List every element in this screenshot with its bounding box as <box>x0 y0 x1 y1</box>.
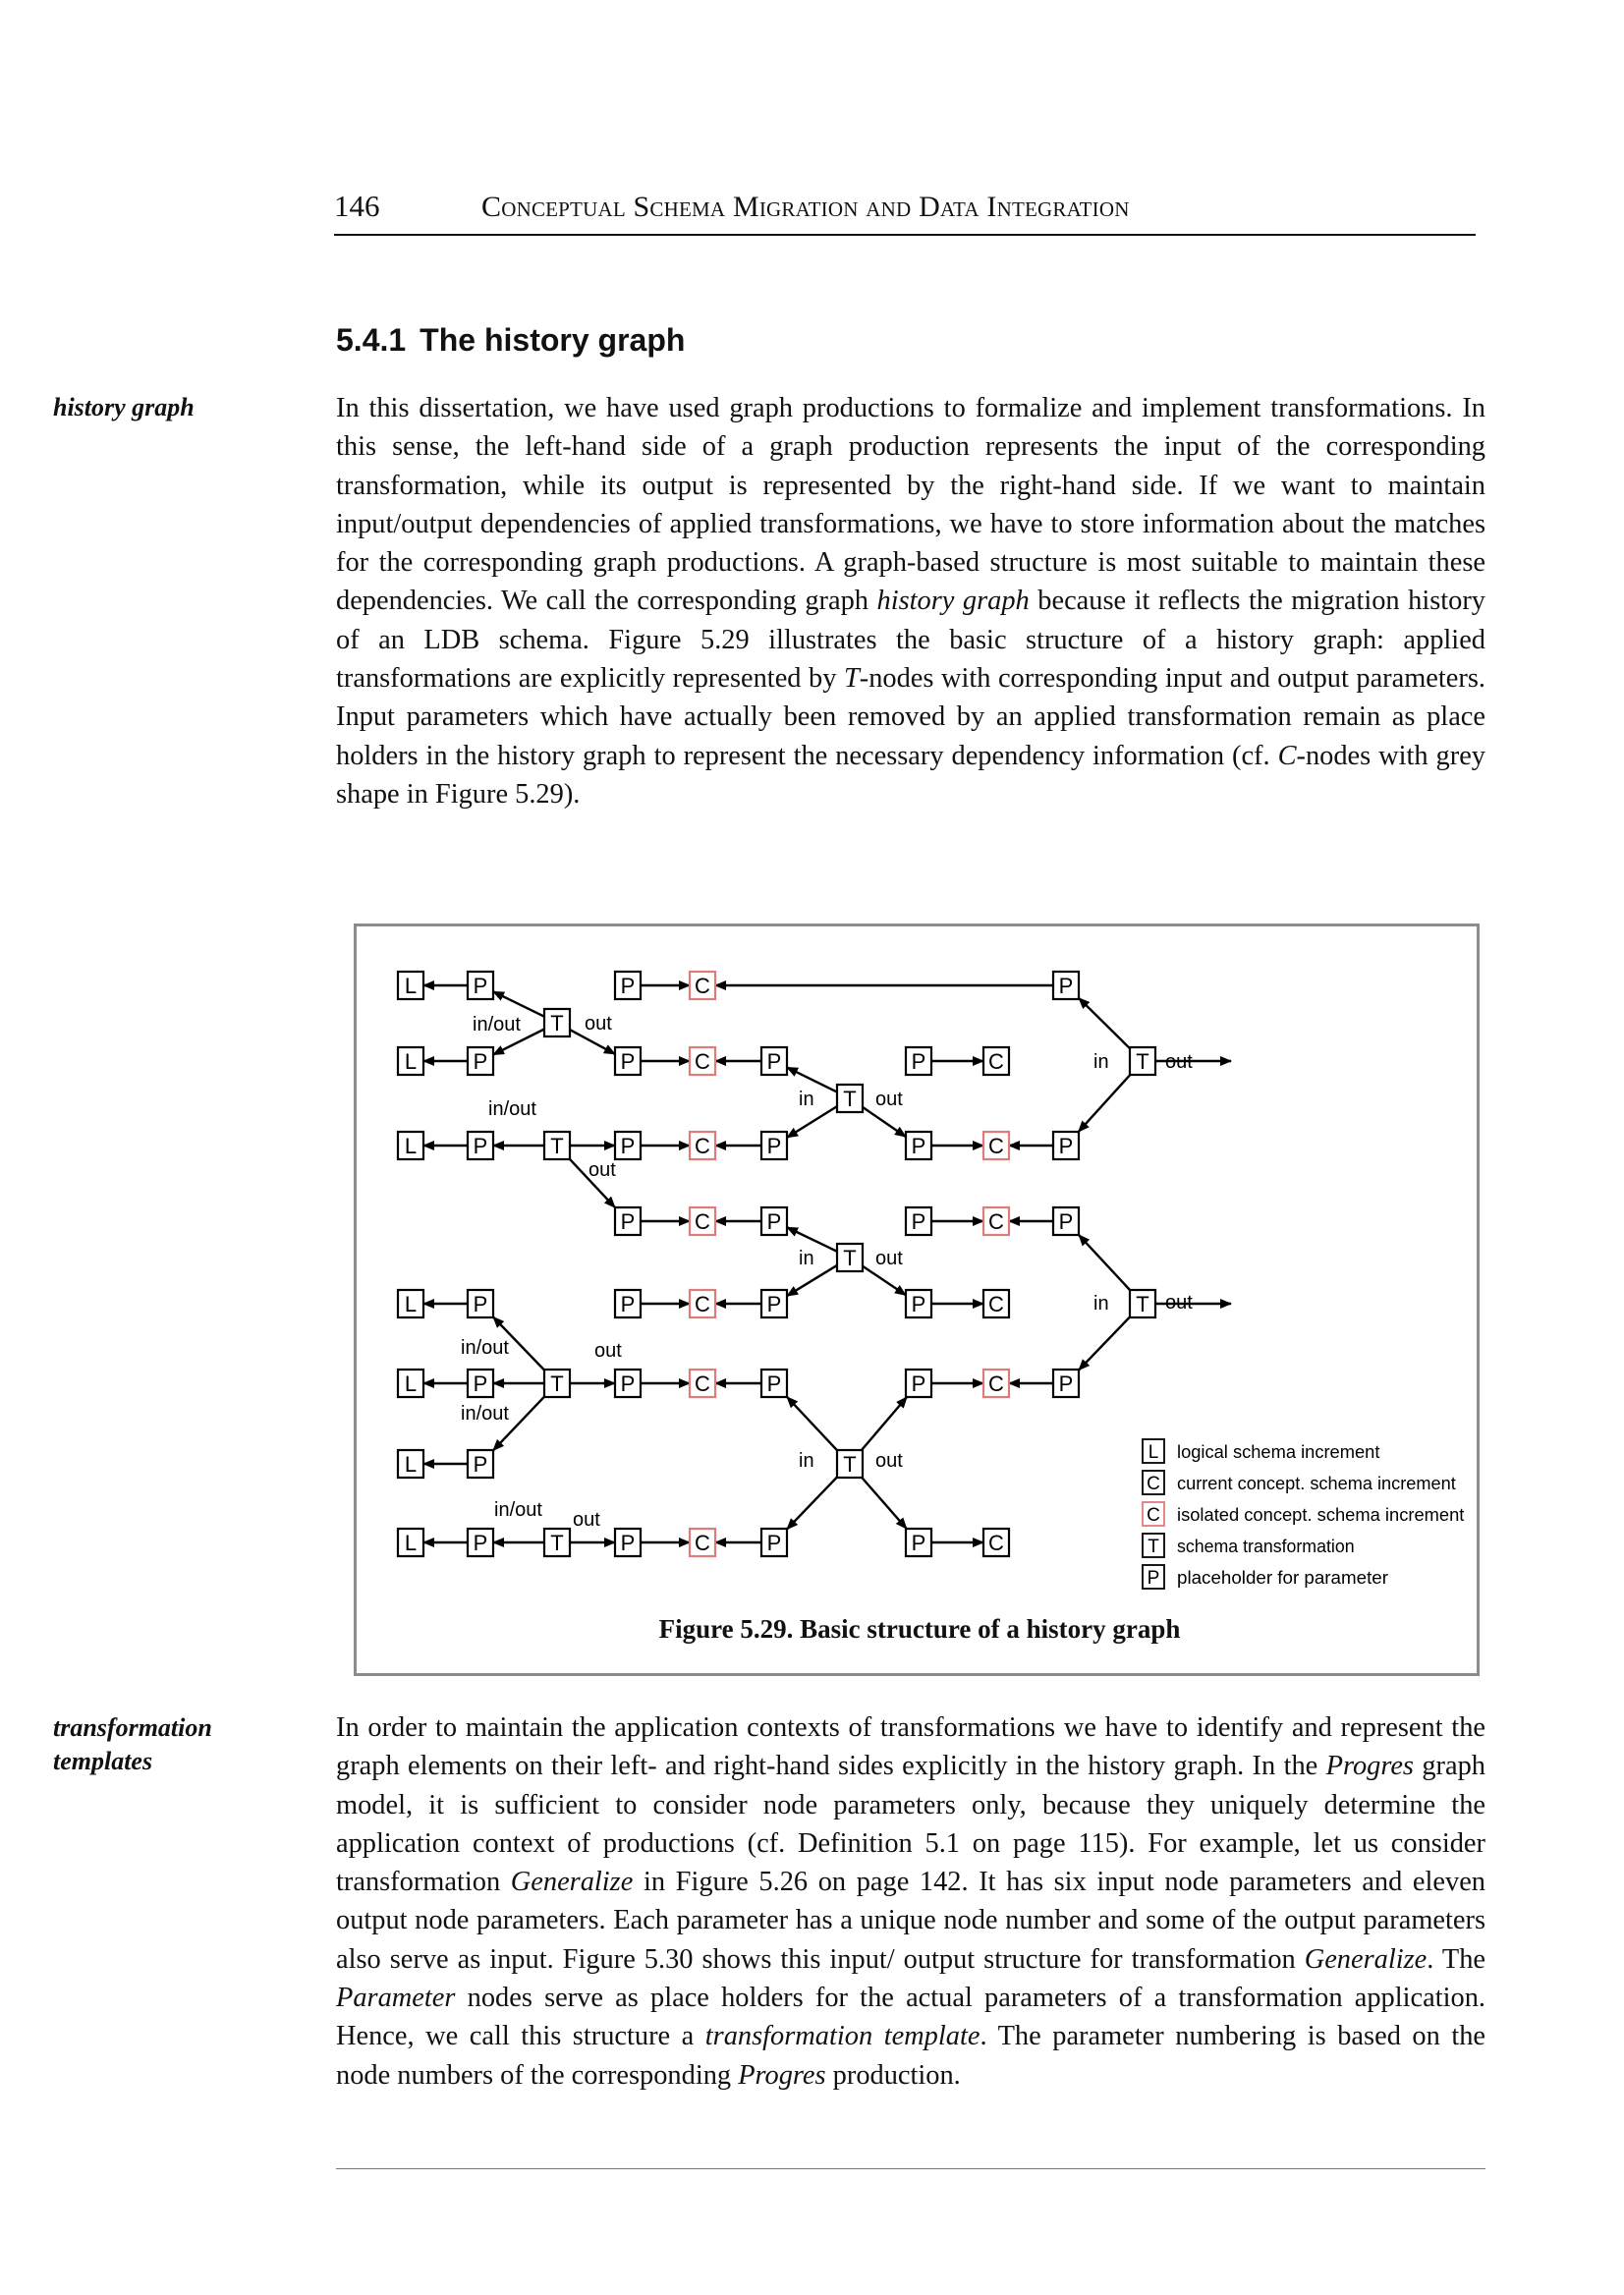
p-node <box>906 1047 931 1075</box>
section-title: The history graph <box>420 322 686 358</box>
p-node <box>468 1047 493 1075</box>
svg-text:P: P <box>766 1134 782 1158</box>
svg-text:isolated concept. schema incre: isolated concept. schema increment <box>1177 1504 1465 1525</box>
edge-arrow <box>863 1266 906 1296</box>
edge-arrow <box>862 1478 907 1529</box>
p-node <box>761 1207 787 1235</box>
svg-text:C: C <box>988 1531 1004 1555</box>
legend-item <box>1143 1534 1355 1557</box>
t-node <box>837 1085 863 1112</box>
edge-label-out: out <box>594 1340 622 1362</box>
svg-text:P: P <box>766 1209 782 1234</box>
svg-text:P: P <box>766 1292 782 1316</box>
p-node <box>906 1132 931 1159</box>
svg-text:P: P <box>911 1049 926 1074</box>
svg-text:C: C <box>695 1292 710 1316</box>
edge-label-in: in <box>799 1248 814 1269</box>
isolated-c-node <box>690 972 715 999</box>
svg-text:P: P <box>1058 1134 1074 1158</box>
svg-text:P: P <box>473 1292 488 1316</box>
svg-text:T: T <box>1136 1292 1149 1316</box>
p-node <box>1053 972 1079 999</box>
svg-text:P: P <box>620 1292 636 1316</box>
svg-text:P: P <box>911 1371 926 1396</box>
edge-label-in-out: in/out <box>461 1403 509 1425</box>
paragraph-history-graph: In this dissertation, we have used graph productions to formalize and implement transformations. In this sense, the left-hand side of a graph production represents the input of the corresponding transformation, while its output is represented by the right-hand side. If we want to maintain input/output dependencies of applied transformations, we have to store information about the matches for the corresponding graph productions. A graph-based structure is most suitable to maintain these dependencies. We call the corresponding graph history graph because it reflects the migration history of an LDB schema. Figure 5.29 illustrates the basic structure of a history graph: applied transformations are explicitly represented by T-nodes with corresponding input and output parameters. Input parameters which have actually been removed by an applied transformation remain as place holders in the history graph to represent the necessary dependency information (cf. C-nodes with grey shape in Figure 5.29). <box>336 393 1486 810</box>
p-node <box>906 1207 931 1235</box>
svg-text:P: P <box>911 1209 926 1234</box>
svg-text:C: C <box>695 1531 710 1555</box>
p-node <box>761 1290 787 1317</box>
edge-arrow <box>862 1397 907 1450</box>
svg-text:C: C <box>695 1049 710 1074</box>
edge-arrow <box>787 1265 837 1296</box>
svg-text:P: P <box>620 1049 636 1074</box>
edge-label-in-out: in/out <box>494 1499 542 1521</box>
edge-label-out: out <box>875 1450 903 1472</box>
legend-item <box>1143 1439 1379 1463</box>
svg-text:L: L <box>404 1134 418 1158</box>
edge-arrow <box>493 991 544 1016</box>
p-node <box>468 1370 493 1397</box>
p-node <box>1053 1370 1079 1397</box>
t-node <box>1130 1290 1155 1317</box>
t-node <box>544 1529 570 1556</box>
p-node <box>615 1529 641 1556</box>
history-graph-diagram <box>357 926 1483 1679</box>
figure-caption: Figure 5.29. Basic structure of a history graph <box>658 1614 1181 1644</box>
edge-label-in: in <box>1093 1293 1109 1315</box>
p-node <box>615 1207 641 1235</box>
svg-text:L: L <box>404 1452 418 1477</box>
l-node <box>398 1370 423 1397</box>
svg-text:L: L <box>1148 1442 1159 1463</box>
svg-text:P: P <box>911 1292 926 1316</box>
edge-label-in-out: in/out <box>461 1337 509 1359</box>
svg-text:placeholder for parameter: placeholder for parameter <box>1177 1567 1388 1588</box>
p-node <box>615 1290 641 1317</box>
svg-text:T: T <box>550 1531 564 1555</box>
p-node <box>761 1132 787 1159</box>
header-rule <box>334 234 1476 236</box>
p-node <box>1053 1207 1079 1235</box>
svg-text:schema transformation: schema transformation <box>1177 1536 1355 1556</box>
svg-text:P: P <box>473 1531 488 1555</box>
l-node <box>398 1132 423 1159</box>
svg-text:P: P <box>620 1134 636 1158</box>
edge-arrow <box>787 1478 837 1530</box>
l-node <box>398 1290 423 1317</box>
margin-note-history-graph: history graph <box>53 393 195 421</box>
c-node <box>983 1529 1009 1556</box>
svg-text:T: T <box>1148 1537 1159 1557</box>
svg-text:C: C <box>695 1209 710 1234</box>
isolated-c-node <box>690 1529 715 1556</box>
running-title: Conceptual Schema Migration and Data Integration <box>481 191 1130 223</box>
edge-arrow <box>787 1397 837 1450</box>
p-node <box>615 972 641 999</box>
edge-label-out: out <box>588 1159 616 1181</box>
svg-text:T: T <box>843 1246 857 1270</box>
edge-arrow <box>1079 998 1130 1048</box>
svg-text:L: L <box>404 1049 418 1074</box>
margin-note-transformation-templates: transformation templates <box>53 1713 212 1775</box>
t-node <box>544 1370 570 1397</box>
edge-label-out: out <box>585 1013 612 1035</box>
isolated-c-node <box>983 1370 1009 1397</box>
svg-text:current concept. schema increm: current concept. schema increment <box>1177 1473 1456 1493</box>
svg-text:P: P <box>1058 974 1074 998</box>
p-node <box>468 1450 493 1478</box>
legend-item <box>1143 1471 1456 1494</box>
t-node <box>544 1132 570 1159</box>
svg-text:T: T <box>843 1452 857 1477</box>
edge-arrow <box>787 1106 837 1138</box>
edge-label-in: in <box>799 1450 814 1472</box>
svg-text:P: P <box>473 1134 488 1158</box>
page-number: 146 <box>334 189 380 223</box>
edge-label-out: out <box>875 1089 903 1110</box>
svg-text:T: T <box>550 1011 564 1036</box>
paragraph-transformation-templates: In order to maintain the application contexts of transformations we have to identify and represent the graph elements on their left- and right-hand sides explicitly in the history graph. In the Progres graph model, it is sufficient to consider node parameters only, because they uniquely determine the application context of productions (cf. Definition 5.1 on page 115). For example, let us consider transformation Generalize in Figure 5.26 on page 142. It has six input node parameters and eleven output node parameters. Each parameter has a unique node number and some of the output parameters also serve as input. Figure 5.30 shows this input/ output structure for transformation Generalize. The Parameter nodes serve as place holders for the actual parameters of a transformation application. Hence, we call this structure a transformation template. The parameter numbering is based on the node numbers of the corresponding Progres production. <box>336 1712 1486 2091</box>
svg-text:logical schema increment: logical schema increment <box>1177 1441 1380 1462</box>
legend-item <box>1143 1565 1388 1589</box>
figure-5-29 <box>354 924 1480 1676</box>
isolated-c-node <box>690 1370 715 1397</box>
l-node <box>398 1450 423 1478</box>
edge-label-out: out <box>1165 1292 1193 1314</box>
svg-text:P: P <box>911 1134 926 1158</box>
svg-text:P: P <box>1147 1568 1160 1589</box>
svg-text:P: P <box>473 974 488 998</box>
isolated-c-node <box>690 1047 715 1075</box>
svg-text:P: P <box>620 974 636 998</box>
svg-text:C: C <box>695 1371 710 1396</box>
p-node <box>468 1290 493 1317</box>
l-node <box>398 1047 423 1075</box>
section-heading <box>336 322 685 359</box>
p-node <box>906 1290 931 1317</box>
svg-text:P: P <box>620 1531 636 1555</box>
svg-text:L: L <box>404 1531 418 1555</box>
p-node <box>615 1047 641 1075</box>
p-node <box>1053 1132 1079 1159</box>
c-node <box>983 1290 1009 1317</box>
svg-text:T: T <box>550 1371 564 1396</box>
svg-text:P: P <box>620 1209 636 1234</box>
legend-item <box>1143 1502 1464 1526</box>
edge-arrow <box>1079 1317 1130 1371</box>
svg-text:C: C <box>988 1049 1004 1074</box>
svg-text:C: C <box>1147 1474 1160 1494</box>
svg-text:C: C <box>988 1292 1004 1316</box>
svg-text:P: P <box>620 1371 636 1396</box>
svg-text:P: P <box>473 1371 488 1396</box>
edge-arrow <box>863 1107 906 1137</box>
svg-text:C: C <box>695 1134 710 1158</box>
edge-label-in: in <box>799 1089 814 1110</box>
isolated-c-node <box>690 1290 715 1317</box>
p-node <box>468 1132 493 1159</box>
svg-text:C: C <box>1147 1505 1160 1526</box>
c-node <box>983 1047 1009 1075</box>
p-node <box>761 1047 787 1075</box>
svg-text:T: T <box>550 1134 564 1158</box>
edge-label-out: out <box>875 1248 903 1269</box>
t-node <box>1130 1047 1155 1075</box>
isolated-c-node <box>983 1132 1009 1159</box>
svg-text:P: P <box>911 1531 926 1555</box>
p-node <box>906 1370 931 1397</box>
edge-arrow <box>1079 1235 1130 1290</box>
svg-text:L: L <box>404 1371 418 1396</box>
t-node <box>837 1244 863 1271</box>
p-node <box>468 972 493 999</box>
svg-text:P: P <box>473 1049 488 1074</box>
isolated-c-node <box>690 1132 715 1159</box>
svg-text:L: L <box>404 1292 418 1316</box>
t-node <box>837 1450 863 1478</box>
p-node <box>761 1529 787 1556</box>
svg-text:P: P <box>1058 1371 1074 1396</box>
edge-label-in-out: in/out <box>473 1014 521 1036</box>
section-number: 5.4.1 <box>336 322 407 358</box>
l-node <box>398 972 423 999</box>
edge-arrow <box>1079 1075 1131 1132</box>
svg-text:C: C <box>988 1209 1004 1234</box>
svg-text:L: L <box>404 974 418 998</box>
svg-text:P: P <box>766 1371 782 1396</box>
edge-label-out: out <box>1165 1051 1193 1073</box>
t-node <box>544 1009 570 1036</box>
bottom-rule <box>336 2168 1485 2169</box>
isolated-c-node <box>690 1207 715 1235</box>
p-node <box>468 1529 493 1556</box>
svg-text:P: P <box>1058 1209 1074 1234</box>
svg-text:T: T <box>1136 1049 1149 1074</box>
svg-text:P: P <box>766 1531 782 1555</box>
p-node <box>761 1370 787 1397</box>
p-node <box>615 1132 641 1159</box>
edge-label-in-out: in/out <box>488 1098 536 1120</box>
svg-text:C: C <box>988 1371 1004 1396</box>
svg-text:C: C <box>988 1134 1004 1158</box>
svg-text:T: T <box>843 1087 857 1111</box>
isolated-c-node <box>983 1207 1009 1235</box>
svg-text:P: P <box>766 1049 782 1074</box>
l-node <box>398 1529 423 1556</box>
page-header <box>334 183 1474 238</box>
svg-text:P: P <box>473 1452 488 1477</box>
p-node <box>906 1529 931 1556</box>
svg-text:C: C <box>695 974 710 998</box>
edge-label-in: in <box>1093 1051 1109 1073</box>
edge-label-out: out <box>573 1509 600 1531</box>
p-node <box>615 1370 641 1397</box>
